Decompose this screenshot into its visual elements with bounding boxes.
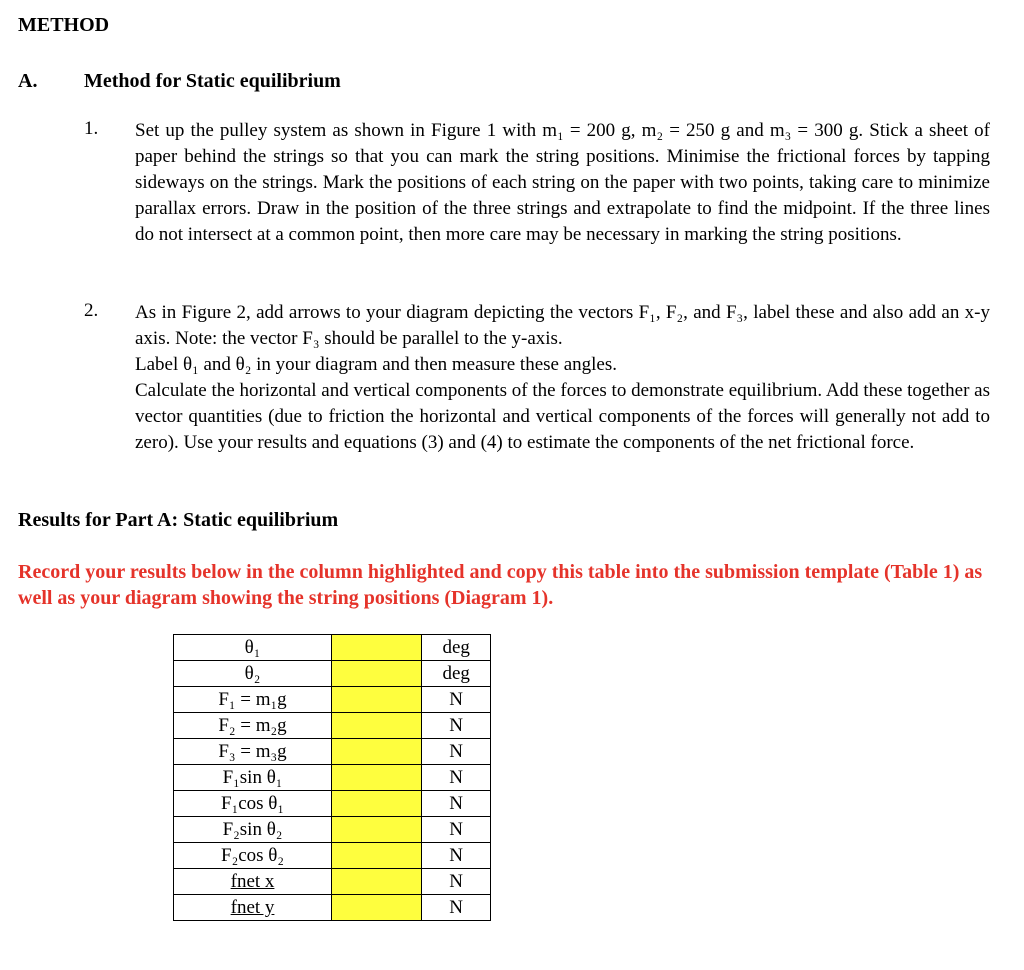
step-1-paragraph: Set up the pulley system as shown in Figure 1 with m₁ = 200 g, m₂ = 250 g and m₃ = 300 g. Stick a sheet of paper behind the strings so that you can mark the string positions. Minimise the frictional forces by tapping sideways on the strings. Mark the positions of each string on the paper with two points, taking care to minimize parallax errors. Draw in the position of the three strings and extrapolate to find the midpoint. If the three lines do not intersect at a common point, then more care may be necessary in marking the string positions. xyxy=(135,120,990,245)
unit-cell: deg xyxy=(422,635,491,661)
table-row xyxy=(174,791,491,817)
unit-cell: N xyxy=(422,739,491,765)
step-1-text xyxy=(135,118,990,248)
value-cell[interactable] xyxy=(332,765,422,791)
value-cell[interactable] xyxy=(332,791,422,817)
quantity-cell: F₂ = m₂g xyxy=(174,713,332,739)
step-1-number: 1. xyxy=(84,118,99,139)
quantity-cell: F₁cos θ₁ xyxy=(174,791,332,817)
unit-cell: deg xyxy=(422,661,491,687)
table-row xyxy=(174,661,491,687)
unit-cell: N xyxy=(422,791,491,817)
results-table xyxy=(173,634,491,921)
table-row xyxy=(174,895,491,921)
table-row xyxy=(174,817,491,843)
table-row xyxy=(174,687,491,713)
value-cell[interactable] xyxy=(332,739,422,765)
page-heading: METHOD xyxy=(18,14,110,36)
section-title: Method for Static equilibrium xyxy=(84,70,341,92)
quantity-cell: F₂sin θ₂ xyxy=(174,817,332,843)
table-row xyxy=(174,739,491,765)
quantity-cell: θ₂ xyxy=(174,661,332,687)
unit-cell: N xyxy=(422,687,491,713)
value-cell[interactable] xyxy=(332,687,422,713)
value-cell[interactable] xyxy=(332,843,422,869)
unit-cell: N xyxy=(422,765,491,791)
value-cell[interactable] xyxy=(332,869,422,895)
step-2-paragraph-1: As in Figure 2, add arrows to your diagram depicting the vectors F₁, F₂, and F₃, label these and also add an x-y axis. Note: the vector F₃ should be parallel to the y-axis. xyxy=(135,302,990,349)
unit-cell: N xyxy=(422,843,491,869)
quantity-cell: θ₁ xyxy=(174,635,332,661)
quantity-cell: F₂cos θ₂ xyxy=(174,843,332,869)
unit-cell: N xyxy=(422,817,491,843)
value-cell[interactable] xyxy=(332,817,422,843)
unit-cell: N xyxy=(422,895,491,921)
value-cell[interactable] xyxy=(332,635,422,661)
record-instruction: Record your results below in the column highlighted and copy this table into the submission template (Table 1) as well as your diagram showing the string positions (Diagram 1). xyxy=(18,561,983,609)
step-2-paragraph-3: Calculate the horizontal and vertical components of the forces to demonstrate equilibrium. Add these together as vector quantities (due to friction the horizontal and vertical components of the forces will generally not add to zero). Use your results and equations (3) and (4) to estimate the components of the net frictional force. xyxy=(135,380,990,453)
unit-cell: N xyxy=(422,713,491,739)
table-row xyxy=(174,765,491,791)
results-title: Results for Part A: Static equilibrium xyxy=(18,509,339,531)
quantity-cell: fnet x xyxy=(174,869,332,895)
value-cell[interactable] xyxy=(332,713,422,739)
quantity-cell: F₁sin θ₁ xyxy=(174,765,332,791)
quantity-cell: F₁ = m₁g xyxy=(174,687,332,713)
table-row xyxy=(174,635,491,661)
step-2-paragraph-2: Label θ₁ and θ₂ in your diagram and then measure these angles. xyxy=(135,354,618,375)
value-cell[interactable] xyxy=(332,895,422,921)
table-row xyxy=(174,869,491,895)
section-letter: A. xyxy=(18,70,38,92)
unit-cell: N xyxy=(422,869,491,895)
table-row xyxy=(174,843,491,869)
quantity-cell: F₃ = m₃g xyxy=(174,739,332,765)
table-row xyxy=(174,713,491,739)
quantity-cell: fnet y xyxy=(174,895,332,921)
value-cell[interactable] xyxy=(332,661,422,687)
step-2-number: 2. xyxy=(84,300,99,321)
step-2-text xyxy=(135,300,990,456)
